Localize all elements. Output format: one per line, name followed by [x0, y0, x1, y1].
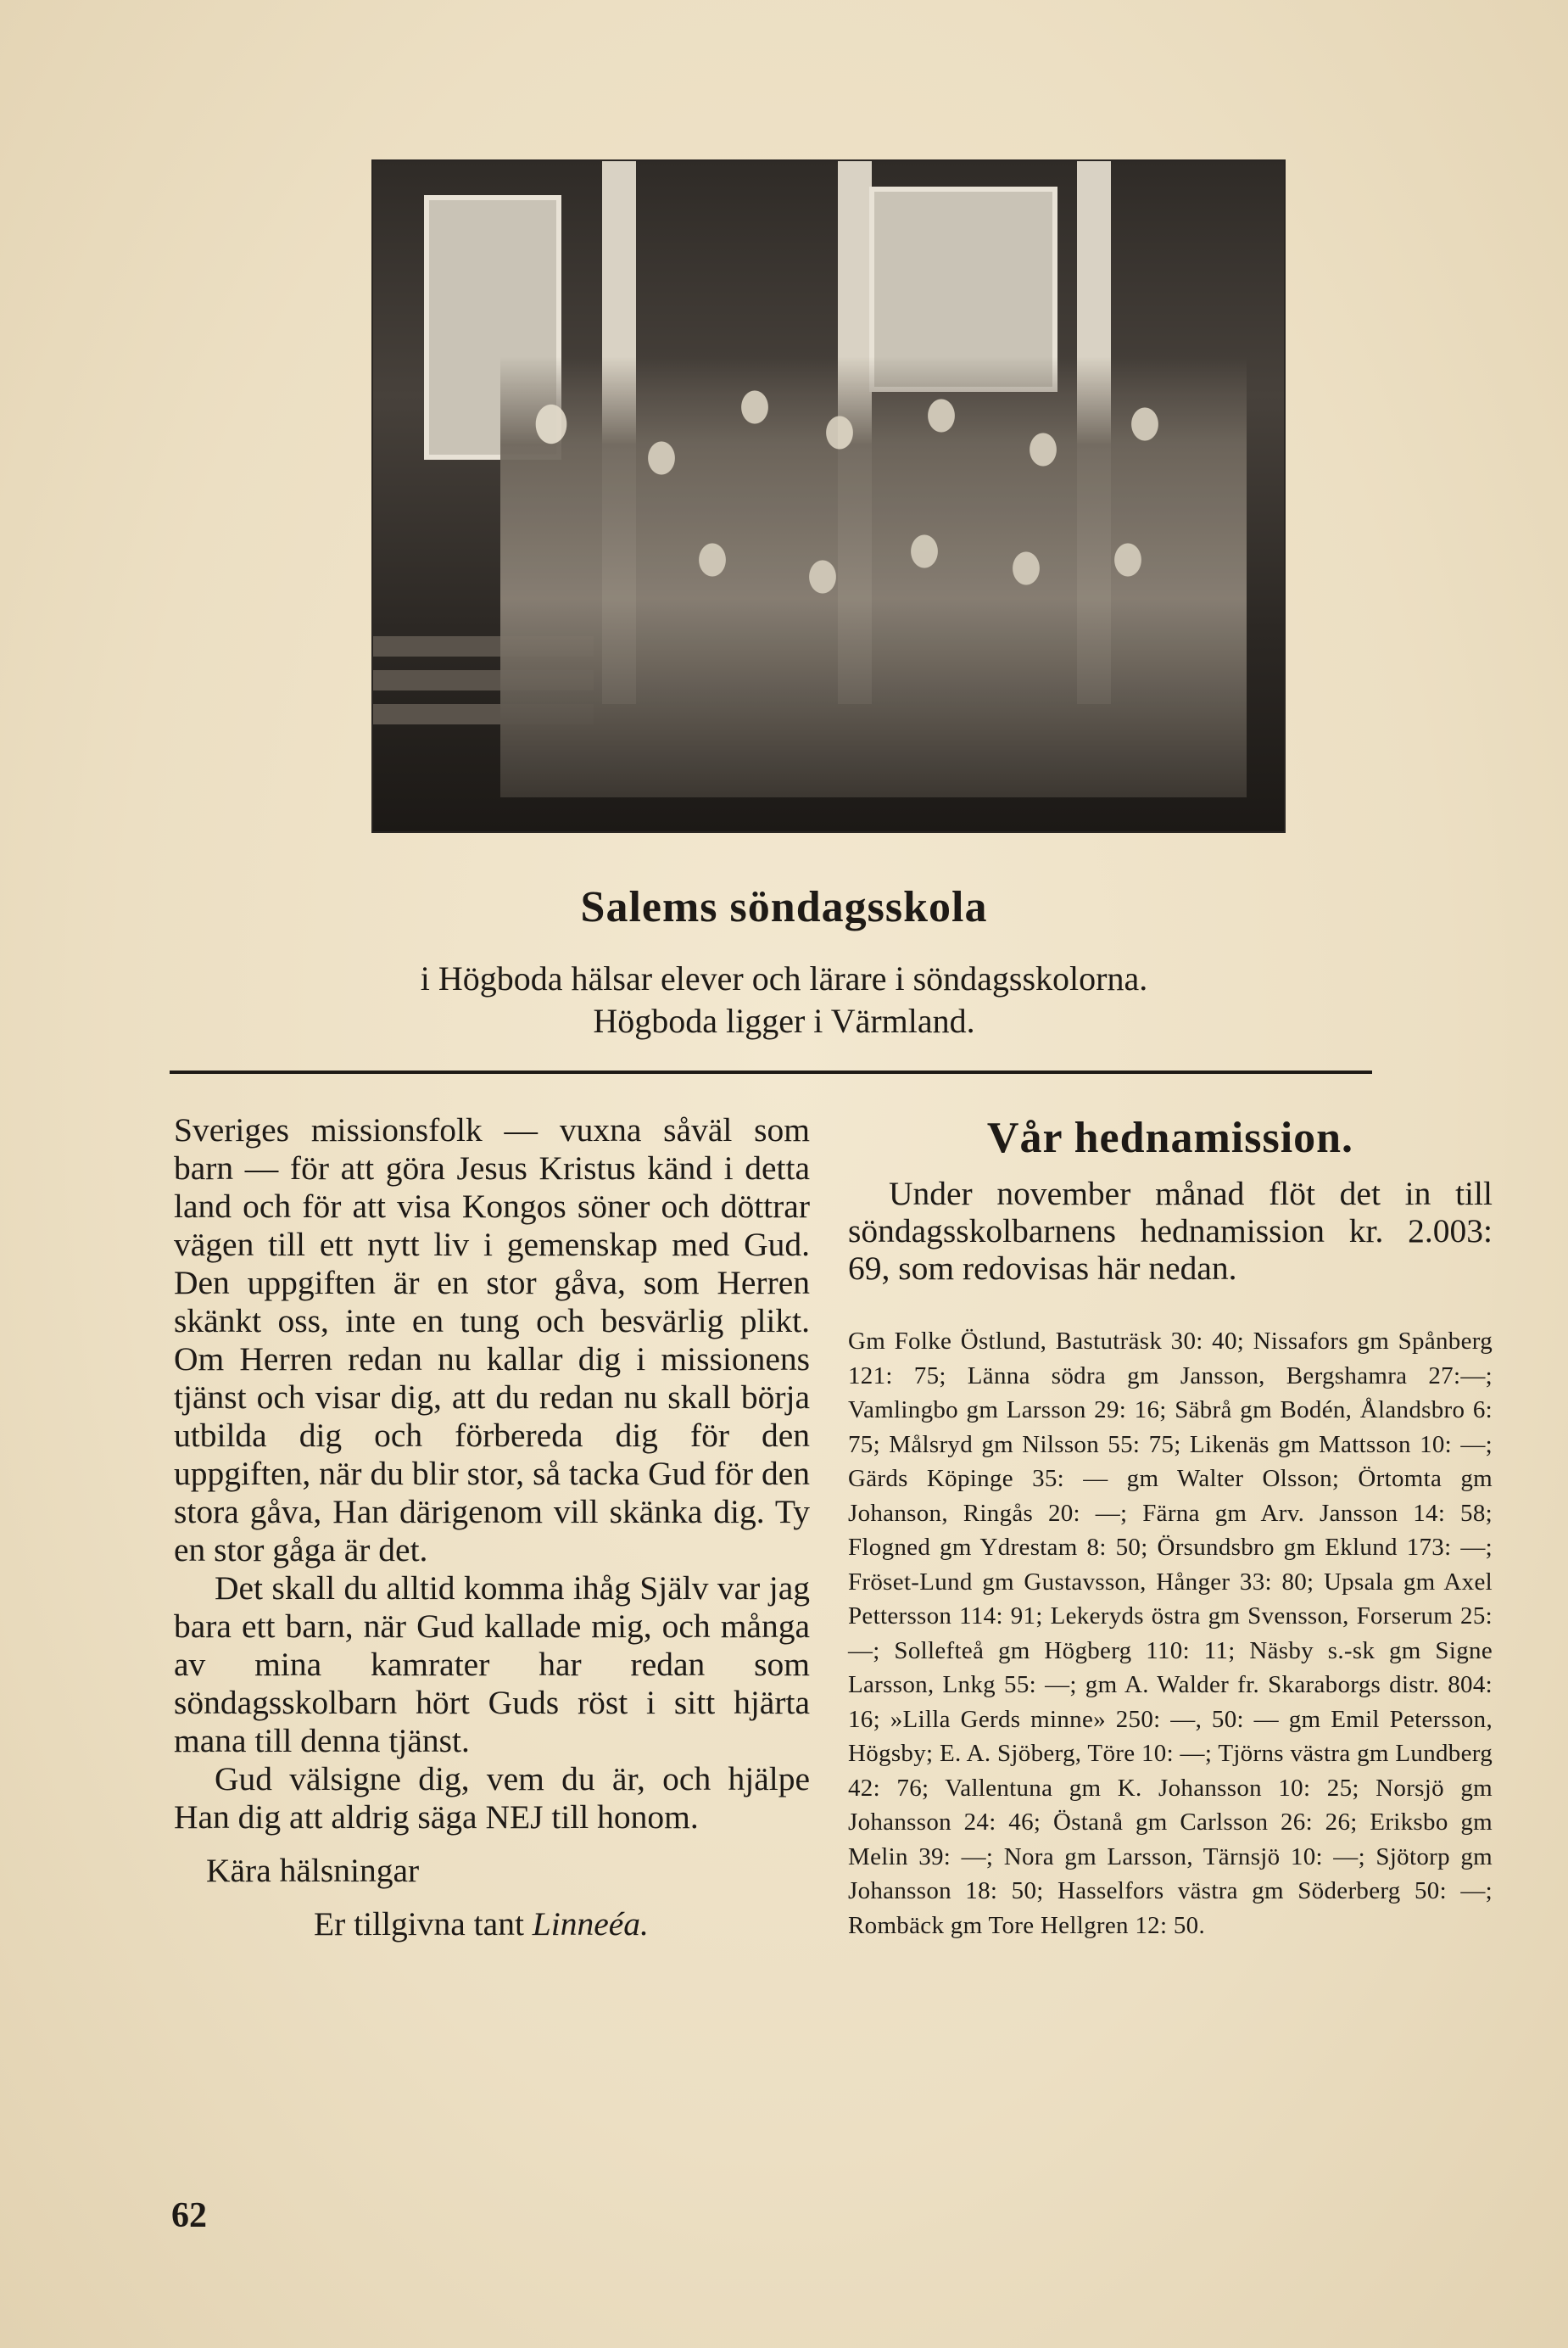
right-column: [848, 1113, 1493, 1943]
paragraph-mission: Sveriges missionsfolk — vuxna såväl som barn — för att göra Jesus Kristus känd i detta land och för att visa Kongos söner och döttrar vägen till ett nytt liv i gemenskap med Gud. Den uppgiften är en stor gåva, som Herren skänkt oss, inte en tung och besvärlig plikt. Om Herren redan nu kallar dig i missionens tjänst och visar dig, att du redan nu skall börja utbilda dig och förbereda dig för den uppgiften, när du blir stor, så tacka Gud för den stora gåva, Han därigenom vill skänka dig. Ty en stor gåga är det.: [174, 1111, 810, 1568]
intro-paragraph: Under november månad flöt det in till söndagsskolbarnens hednamission kr. 2.003: 69, som redovisas här nedan.: [848, 1175, 1493, 1287]
donation-list: Gm Folke Östlund, Bastuträsk 30: 40; Nissafors gm Spånberg 121: 75; Länna södra gm Jansson, Bergshamra 27:—; Vamlingbo gm Larsson 29: 16; Säbrå gm Bodén, Ålandsbro 6: 75; Målsryd gm Nilsson 55: 75; Likenäs gm Mattsson 10: —; Gärds Köpinge 35: — gm Walter Olsson; Örtomta gm Johanson, Ringås 20: —; Färna gm Arv. Jansson 14: 58; Flogned gm Ydrestam 8: 50; Örsundsbro gm Eklund 173: —; Fröset-Lund gm Gustavsson, Hånger 33: 80; Upsala gm Axel Pettersson 114: 91; Lekeryds östra gm Svensson, Forserum 25: —; Sollefteå gm Högberg 110: 11; Näsby s.-sk gm Signe Larsson, Lnkg 55: —; gm A. Walder fr. Skaraborgs distr. 804: 16; »Lilla Gerds minne» 250: —, 50: — gm Emil Petersson, Högsby; E. A. Sjöberg, Töre 10: —; Tjörns västra gm Lundberg 42: 76; Vallentuna gm K. Johansson 10: 25; Norsjö gm Johansson 24: 46; Östanå gm Carlsson 26: 26; Eriksbo gm Melin 39: —; Nora gm Larsson, Tärnsjö 10: —; Sjötorp gm Johansson 18: 50; Hasselfors västra gm Söderberg 50: —; Rombäck gm Tore Hellgren 12: 50.: [848, 1328, 1493, 1939]
paragraph-blessing: Gud välsigne dig, vem du är, och hjälpe Han dig att aldrig säga NEJ till honom.: [174, 1760, 810, 1836]
caption-line-2: Högboda ligger i Värmland.: [593, 1002, 975, 1040]
signature: [174, 1905, 810, 1943]
signature-name: Linneéa.: [532, 1905, 649, 1943]
section-heading: Vår hednamission.: [986, 1114, 1354, 1162]
paragraph-remember: Det skall du alltid komma ihåg Själv var jag bara ett barn, när Gud kallade mig, och många av mina kamrater har redan som söndagsskolbarn hört Guds röst i sitt hjärta mana till denna tjänst.: [174, 1569, 810, 1759]
signature-prefix: Er tillgivna tant: [314, 1905, 524, 1943]
caption-title: Salems söndagsskola: [580, 883, 988, 931]
left-column: [174, 1111, 810, 1943]
group-photo: [371, 159, 1286, 833]
greeting: Kära hälsningar: [206, 1852, 420, 1889]
horizontal-rule: [170, 1071, 1372, 1074]
group-of-people: [500, 356, 1247, 797]
page-number: 62: [171, 2196, 207, 2235]
caption-line-1: i Högboda hälsar elever och lärare i söndagsskolorna.: [420, 959, 1148, 998]
